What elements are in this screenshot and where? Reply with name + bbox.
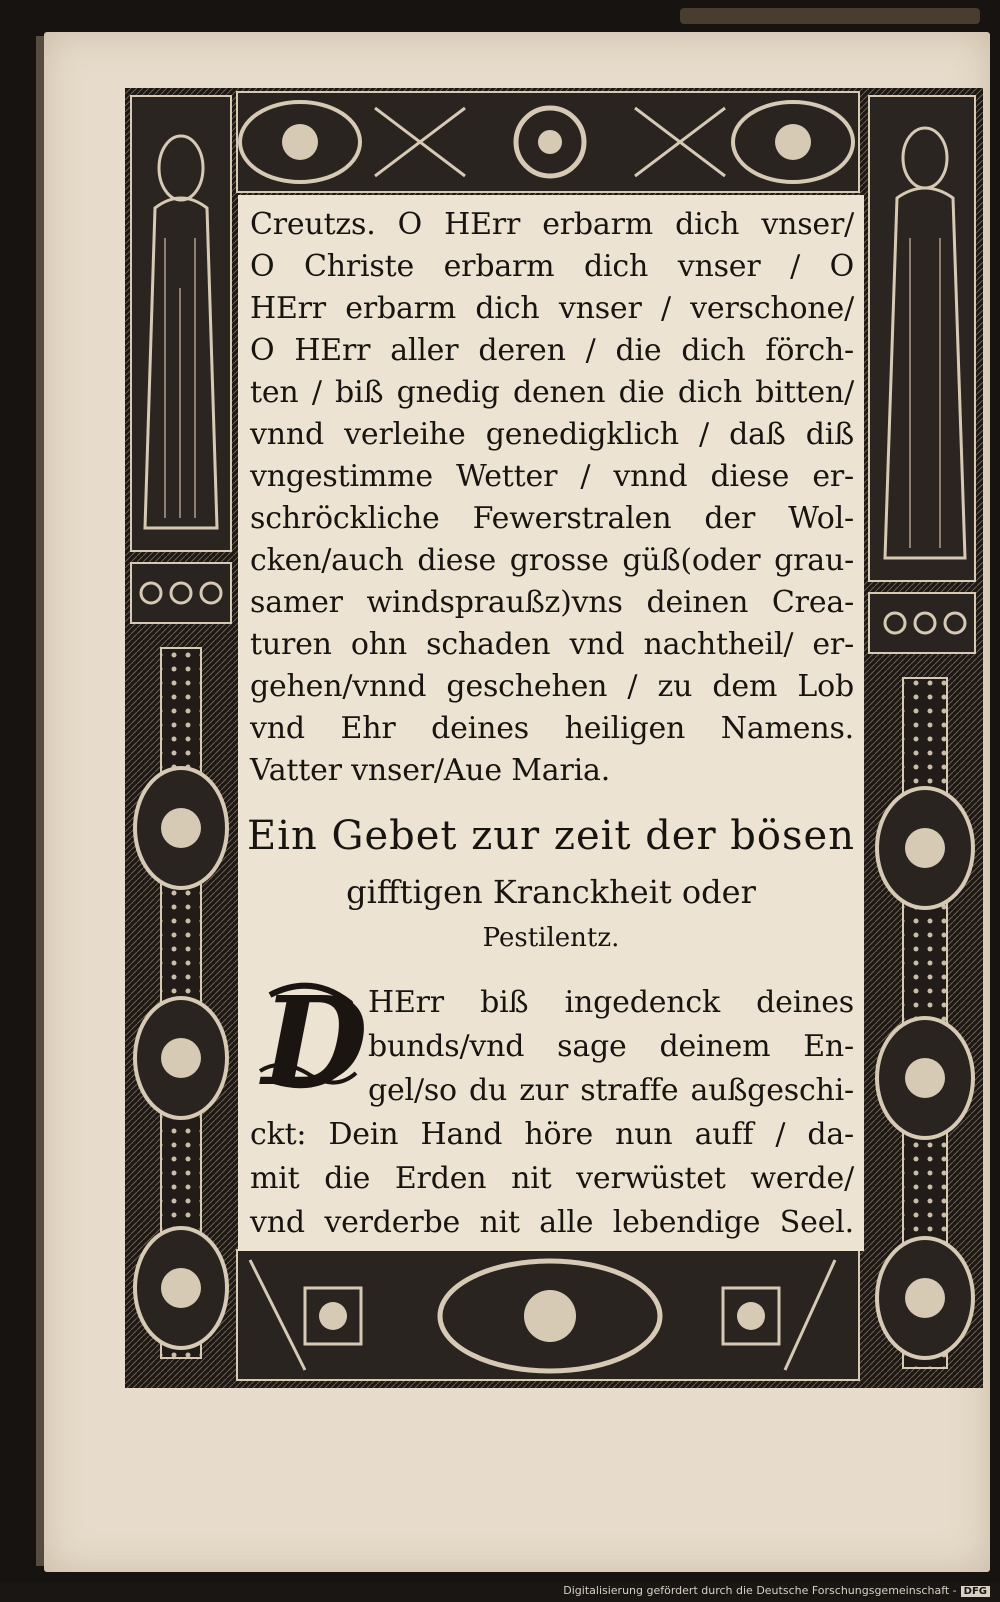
- text-line: vnd verderbe nit alle lebendige Seel.: [250, 1205, 854, 1240]
- text-block: [238, 195, 864, 1251]
- book-edge: [680, 8, 980, 24]
- text-line: Vatter vnser/Aue Maria.: [250, 753, 611, 788]
- text-line: cken/auch diese grosse güß(oder grau-: [250, 543, 854, 578]
- text-line: Creutzs. O HErr erbarm dich vnser/: [250, 207, 854, 242]
- dfg-logo: DFG: [961, 1586, 990, 1597]
- text-line: samer windspraußz)vns deinen Crea-: [250, 585, 854, 620]
- text-line: vnnd verleihe genedigklich / daß diß: [250, 417, 854, 452]
- text-line: vngestimme Wetter / vnnd diese er-: [250, 459, 854, 494]
- text-line: gehen/vnnd geschehen / zu dem Lob: [250, 669, 854, 704]
- text-line: turen ohn schaden vnd nachtheil/ er-: [250, 627, 854, 662]
- text-line: O Christe erbarm dich vnser / O: [250, 249, 854, 284]
- drop-cap: [252, 969, 368, 1113]
- drop-cap-letter: D: [262, 969, 368, 1113]
- text-line: mit die Erden nit verwüstet werde/: [250, 1161, 854, 1196]
- text-line: HErr biß ingedenck deines: [368, 985, 854, 1020]
- prayer-heading: Ein Gebet zur zeit der bösen: [247, 813, 855, 859]
- prayer-heading-line-2: gifftigen Kranckheit oder: [346, 873, 756, 911]
- digitization-credit: [563, 1584, 990, 1597]
- text-line: vnd Ehr deines heiligen Namens.: [250, 711, 854, 746]
- text-line: ckt: Dein Hand höre nun auff / da-: [250, 1117, 854, 1152]
- prayer-heading-line-3: Pestilentz.: [482, 923, 620, 953]
- text-line: ten / biß gnedig denen die dich bitten/: [250, 375, 854, 410]
- text-line: gel/so du zur straffe außgeschi-: [368, 1073, 854, 1108]
- text-line: bunds/vnd sage deinem En-: [368, 1029, 854, 1064]
- text-line: O HErr aller deren / die dich förch-: [250, 333, 854, 368]
- credit-text: Digitalisierung gefördert durch die Deutsche Forschungsgemeinschaft -: [563, 1584, 957, 1597]
- text-line: HErr erbarm dich vnser / verschone/: [250, 291, 854, 326]
- text-line: schröckliche Fewerstralen der Wol-: [250, 501, 854, 536]
